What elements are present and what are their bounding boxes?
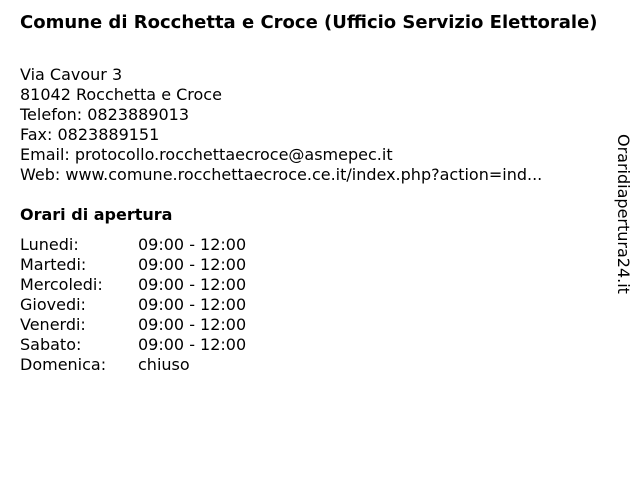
day-label: Giovedi:: [20, 295, 86, 314]
day-label: Venerdi:: [20, 315, 86, 334]
day-hours: 09:00 - 12:00: [138, 275, 247, 294]
hours-row-saturday: [20, 335, 246, 355]
opening-hours-heading: Orari di apertura: [20, 205, 173, 224]
day-label: Sabato:: [20, 335, 82, 354]
day-hours: 09:00 - 12:00: [138, 335, 247, 354]
hours-row-monday: [20, 235, 246, 255]
email-address: Email: protocollo.rocchettaecroce@asmepec.it: [20, 145, 393, 164]
city-address: 81042 Rocchetta e Croce: [20, 85, 222, 104]
fax-number: Fax: 0823889151: [20, 125, 160, 144]
street-address: Via Cavour 3: [20, 65, 123, 84]
opening-hours-table: [20, 235, 246, 375]
day-hours: 09:00 - 12:00: [138, 255, 247, 274]
day-label: Domenica:: [20, 355, 107, 374]
hours-row-sunday: [20, 355, 246, 375]
day-hours: chiuso: [138, 355, 190, 374]
day-hours: 09:00 - 12:00: [138, 295, 247, 314]
day-label: Mercoledi:: [20, 275, 103, 294]
day-label: Martedi:: [20, 255, 87, 274]
site-watermark: Oraridiapertura24.it: [614, 134, 633, 294]
day-hours: 09:00 - 12:00: [138, 315, 247, 334]
hours-row-tuesday: [20, 255, 246, 275]
hours-row-wednesday: [20, 275, 246, 295]
hours-row-friday: [20, 315, 246, 335]
phone-number: Telefon: 0823889013: [20, 105, 190, 124]
website-url: Web: www.comune.rocchettaecroce.ce.it/index.php?action=ind...: [20, 165, 543, 184]
day-label: Lunedi:: [20, 235, 79, 254]
hours-row-thursday: [20, 295, 246, 315]
address-block: [20, 65, 542, 185]
day-hours: 09:00 - 12:00: [138, 235, 247, 254]
page-title: Comune di Rocchetta e Croce (Ufficio Servizio Elettorale): [20, 12, 598, 33]
